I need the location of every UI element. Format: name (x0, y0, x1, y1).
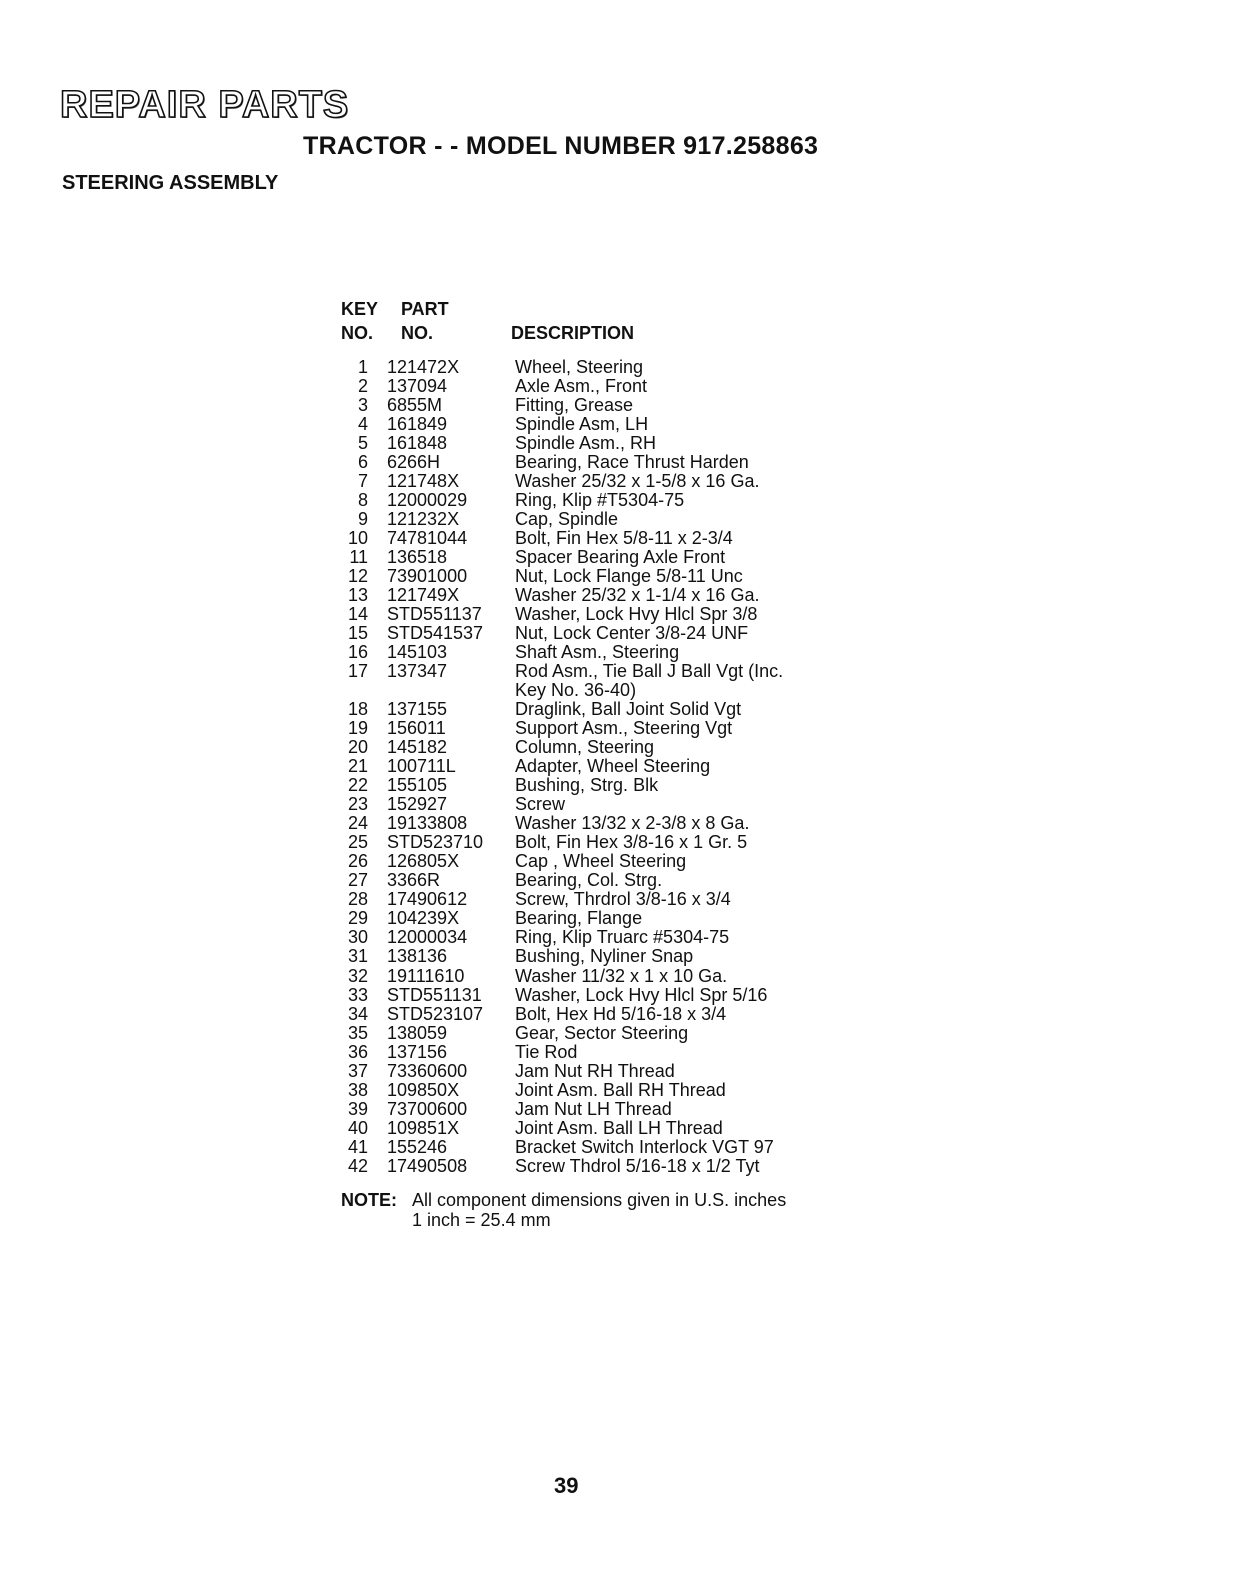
part-number: 137094 (387, 376, 448, 397)
part-description: Fitting, Grease (515, 395, 634, 416)
table-row (340, 1005, 840, 1024)
part-number: 145182 (387, 737, 448, 758)
key-number: 18 (347, 699, 368, 720)
part-number: 100711L (387, 756, 456, 777)
part-number: 3366R (387, 870, 441, 891)
table-row (340, 567, 840, 586)
key-number: 34 (347, 1003, 368, 1024)
part-number: 156011 (387, 718, 446, 739)
column-header-description: DESCRIPTION (511, 323, 635, 343)
part-description: Washer 25/32 x 1-5/8 x 16 Ga. (515, 471, 760, 492)
table-row (340, 434, 840, 453)
part-description: Washer 25/32 x 1-1/4 x 16 Ga. (515, 585, 760, 606)
key-number: 13 (347, 585, 368, 606)
table-row (340, 529, 840, 548)
table-row (340, 967, 840, 986)
part-description: Wheel, Steering (515, 357, 644, 377)
part-description: Nut, Lock Center 3/8-24 UNF (515, 623, 749, 644)
table-row (340, 738, 840, 757)
part-description: Bushing, Nyliner Snap (515, 946, 694, 967)
parts-list (340, 358, 840, 1176)
part-number: STD523107 (387, 1003, 484, 1024)
table-row (340, 1119, 840, 1138)
part-description: Support Asm., Steering Vgt (515, 718, 733, 739)
key-number: 6 (357, 452, 368, 473)
part-number: 126805X (387, 851, 460, 872)
part-number: 17490612 (387, 889, 468, 910)
part-description: Washer 11/32 x 1 x 10 Ga. (515, 965, 728, 986)
table-row (340, 776, 840, 795)
key-number: 2 (357, 376, 368, 397)
part-number: 138059 (387, 1022, 448, 1043)
key-number: 39 (347, 1098, 368, 1119)
table-row (340, 1157, 840, 1176)
part-description: Screw (515, 794, 566, 815)
table-row (340, 700, 840, 719)
note-text-line2: 1 inch = 25.4 mm (412, 1210, 551, 1230)
table-row (340, 643, 840, 662)
part-number: 12000029 (387, 490, 468, 511)
key-number: 41 (347, 1136, 368, 1157)
key-number: 3 (357, 395, 368, 416)
part-description: Jam Nut LH Thread (515, 1098, 672, 1119)
key-number: 42 (347, 1155, 368, 1176)
table-row (340, 453, 840, 472)
key-number: 25 (347, 832, 368, 853)
key-number: 27 (347, 870, 368, 891)
key-number: 14 (347, 604, 368, 625)
table-row (340, 833, 840, 852)
table-row (340, 719, 840, 738)
part-description-line1: Rod Asm., Tie Ball J Ball Vgt (Inc. (515, 661, 784, 682)
part-description: Washer, Lock Hvy Hlcl Spr 3/8 (515, 604, 758, 625)
key-number: 38 (347, 1079, 368, 1100)
model-number-heading: TRACTOR - - MODEL NUMBER 917.258863 (303, 132, 819, 160)
table-row (340, 986, 840, 1005)
part-number: 161849 (387, 414, 448, 435)
column-header-key-line2: NO. (341, 323, 374, 343)
part-description: Screw Thdrol 5/16-18 x 1/2 Tyt (515, 1155, 760, 1176)
table-row (340, 1024, 840, 1043)
table-row (340, 662, 840, 700)
part-number: 73360600 (387, 1060, 468, 1081)
table-row (340, 510, 840, 529)
key-number: 19 (347, 718, 368, 739)
part-number: 137155 (387, 699, 448, 720)
part-description: Axle Asm., Front (515, 376, 648, 397)
key-number: 9 (357, 509, 368, 530)
key-number: 40 (347, 1117, 368, 1138)
part-description: Washer, Lock Hvy Hlcl Spr 5/16 (515, 984, 768, 1005)
table-row (340, 396, 840, 415)
part-number: 161848 (387, 433, 448, 454)
part-number: 19111610 (387, 965, 465, 986)
part-description: Shaft Asm., Steering (515, 642, 680, 663)
part-number: STD551137 (387, 604, 482, 625)
part-number: 121748X (387, 471, 460, 492)
part-description: Spindle Asm, LH (515, 414, 649, 435)
part-number: 73901000 (387, 566, 468, 587)
key-number: 23 (347, 794, 368, 815)
part-number: 109851X (387, 1117, 460, 1138)
part-description: Column, Steering (515, 737, 655, 758)
part-description: Spacer Bearing Axle Front (515, 547, 726, 568)
part-description (515, 662, 835, 700)
table-row (340, 491, 840, 510)
section-heading: STEERING ASSEMBLY (62, 172, 279, 194)
part-description: Bearing, Col. Strg. (515, 870, 663, 891)
part-number: 145103 (387, 642, 448, 663)
part-description: Bolt, Hex Hd 5/16-18 x 3/4 (515, 1003, 727, 1024)
table-row (340, 871, 840, 890)
part-description: Bearing, Flange (515, 908, 643, 929)
part-number: 19133808 (387, 813, 468, 834)
part-description: Bearing, Race Thrust Harden (515, 452, 749, 473)
table-row (340, 890, 840, 909)
table-row (340, 1043, 840, 1062)
key-number: 10 (347, 528, 368, 549)
table-row (340, 472, 840, 491)
key-number: 24 (347, 813, 368, 834)
part-description: Bolt, Fin Hex 5/8-11 x 2-3/4 (515, 528, 733, 549)
table-row (340, 605, 840, 624)
key-number: 35 (347, 1022, 368, 1043)
key-number: 16 (347, 642, 368, 663)
part-number: 152927 (387, 794, 448, 815)
table-row (340, 415, 840, 434)
table-row (340, 1062, 840, 1081)
part-description: Bracket Switch Interlock VGT 97 (515, 1136, 774, 1157)
part-number: 155246 (387, 1136, 448, 1157)
part-number: 138136 (387, 946, 448, 967)
table-row (340, 624, 840, 643)
part-number: 6855M (387, 395, 443, 416)
part-description: Bushing, Strg. Blk (515, 775, 659, 796)
key-number: 7 (357, 471, 368, 492)
part-number: 104239X (387, 908, 460, 929)
table-row (340, 757, 840, 776)
key-number: 11 (349, 547, 368, 568)
part-number: 109850X (387, 1079, 460, 1100)
key-number: 8 (357, 490, 368, 511)
key-number: 36 (347, 1041, 368, 1062)
column-header-part-line2: NO. (401, 323, 434, 343)
part-number: STD551131 (387, 984, 482, 1005)
part-description: Cap, Spindle (515, 509, 619, 530)
part-number: STD541537 (387, 623, 484, 644)
table-row (340, 1138, 840, 1157)
table-row (340, 928, 840, 947)
key-number: 22 (347, 775, 368, 796)
key-number: 28 (347, 889, 368, 910)
part-description: Joint Asm. Ball RH Thread (515, 1079, 726, 1100)
part-description: Screw, Thrdrol 3/8-16 x 3/4 (515, 889, 731, 910)
part-description: Jam Nut RH Thread (515, 1060, 675, 1081)
part-description: Tie Rod (515, 1041, 578, 1062)
part-number: 155105 (387, 775, 448, 796)
table-row (340, 909, 840, 928)
key-number: 21 (347, 756, 368, 777)
part-description: Ring, Klip Truarc #5304-75 (515, 927, 730, 948)
part-description: Spindle Asm., RH (515, 433, 657, 454)
part-number: 121232X (387, 509, 460, 530)
part-number: 121749X (387, 585, 460, 606)
key-number: 1 (357, 357, 368, 377)
page-number: 39 (554, 1473, 579, 1498)
part-description: Bolt, Fin Hex 3/8-16 x 1 Gr. 5 (515, 832, 748, 853)
key-number: 4 (357, 414, 368, 435)
note-label: NOTE: (341, 1190, 397, 1210)
key-number: 17 (347, 661, 368, 682)
note-text-line1: All component dimensions given in U.S. inches (412, 1190, 787, 1210)
table-row (340, 947, 840, 966)
key-number: 15 (347, 623, 368, 644)
table-row (340, 814, 840, 833)
part-description: Joint Asm. Ball LH Thread (515, 1117, 723, 1138)
part-description: Nut, Lock Flange 5/8-11 Unc (515, 566, 743, 587)
part-number: 121472X (387, 357, 460, 377)
part-number: 12000034 (387, 927, 468, 948)
key-number: 26 (347, 851, 368, 872)
key-number: 5 (357, 433, 368, 454)
part-number: 17490508 (387, 1155, 468, 1176)
part-number: 74781044 (387, 528, 468, 549)
key-number: 12 (347, 566, 368, 587)
table-row (340, 586, 840, 605)
key-number: 20 (347, 737, 368, 758)
part-description: Ring, Klip #T5304-75 (515, 490, 685, 511)
part-number: STD523710 (387, 832, 484, 853)
part-description-line2: Key No. 36-40) (515, 680, 637, 701)
table-row (340, 1100, 840, 1119)
table-row (340, 795, 840, 814)
key-number: 31 (347, 946, 368, 967)
page-heading-repair-parts: REPAIR PARTS (60, 84, 350, 126)
table-row (340, 1081, 840, 1100)
part-description: Cap , Wheel Steering (515, 851, 687, 872)
key-number: 30 (347, 927, 368, 948)
table-row (340, 852, 840, 871)
table-row (340, 548, 840, 567)
key-number: 33 (347, 984, 368, 1005)
table-row (340, 358, 840, 377)
part-description: Adapter, Wheel Steering (515, 756, 711, 777)
part-description: Washer 13/32 x 2-3/8 x 8 Ga. (515, 813, 750, 834)
column-header-part-line1: PART (401, 299, 449, 319)
part-number: 6266H (387, 452, 441, 473)
part-number: 137156 (387, 1041, 448, 1062)
table-row (340, 377, 840, 396)
part-description: Draglink, Ball Joint Solid Vgt (515, 699, 742, 720)
part-number: 137347 (387, 661, 448, 682)
key-number: 37 (347, 1060, 368, 1081)
part-number: 73700600 (387, 1098, 468, 1119)
key-number: 29 (347, 908, 368, 929)
part-number: 136518 (387, 547, 448, 568)
key-number: 32 (347, 965, 368, 986)
part-description: Gear, Sector Steering (515, 1022, 689, 1043)
column-header-key-line1: KEY (341, 299, 379, 319)
